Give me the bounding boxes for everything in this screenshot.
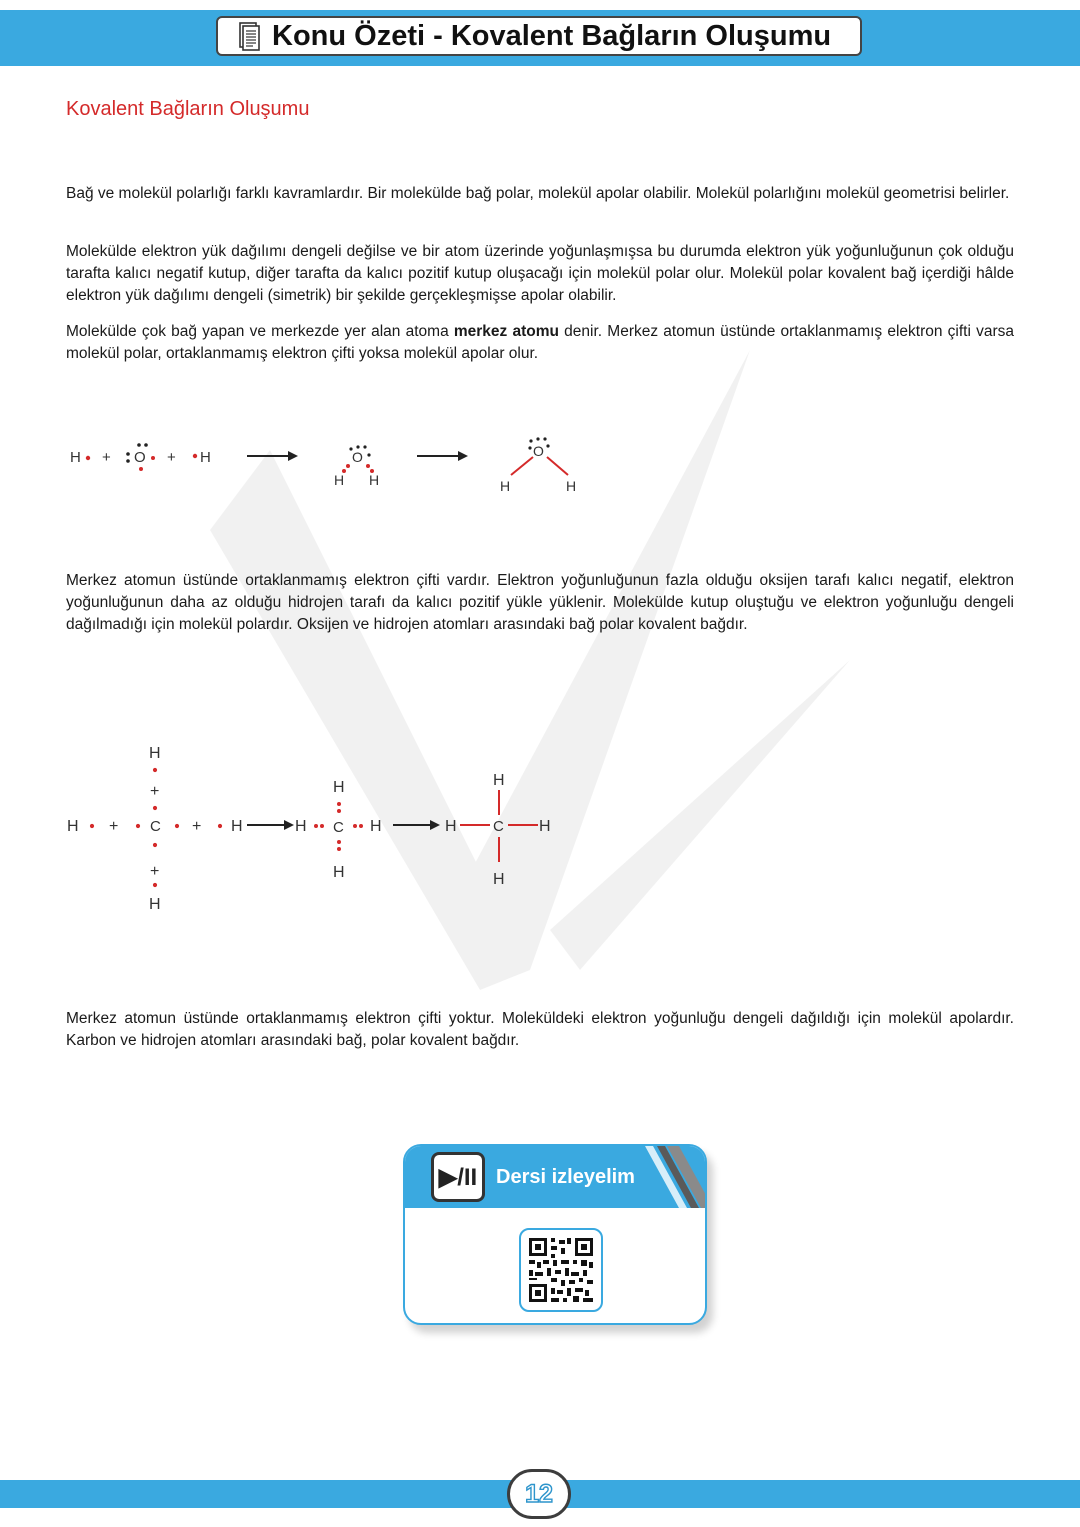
methane-h-structure-top: H [493,772,505,789]
electron-dot [320,824,324,828]
methane-c-lewis: C [333,819,344,836]
methane-h-structure-left: H [445,818,457,835]
electron-dot [337,840,341,844]
paragraph-methane-explanation: Merkez atomun üstünde ortaklanmamış elektron çifti yoktur. Moleküldeki elektron yoğunluğu dengeli dağıldığı için molekül apolardır. Karbon ve hidrojen atomları arasındaki bağ, polar kovalent bağdır. [66,1010,1014,1049]
reaction-arrow-1 [247,451,298,461]
plus-sign: + [167,449,176,466]
electron-dot [175,824,179,828]
electron-dot [546,444,549,447]
methane-c-structure: C [493,818,504,835]
section-heading: Kovalent Bağların Oluşumu [66,98,310,120]
play-pause-icon[interactable]: ▶/II [431,1152,485,1202]
electron-dot [337,809,341,813]
plus-sign: + [192,818,202,835]
electron-dot [90,824,94,828]
water-formation-diagram [0,425,640,505]
electron-dot [218,824,222,828]
methane-h-lewis-bottom: H [333,864,345,881]
electron-dot [151,456,155,460]
electron-dot [137,443,141,447]
methane-h-structure-right: H [539,818,551,835]
water-h-structure-right: H [566,478,577,494]
paragraph-polarity-intro: Bağ ve molekül polarlığı farklı kavramlardır. Bir molekülde bağ polar, molekül apolar olabilir. Molekül polarlığını molekül geometrisi belirler. [66,185,1010,202]
water-h-left: H [70,449,81,466]
methane-h-lewis-right: H [370,818,382,835]
electron-dot [536,437,539,440]
electron-dot [366,464,370,468]
electron-dot [193,454,197,458]
electron-dot [153,843,157,847]
plus-sign: + [102,449,111,466]
electron-dot [337,847,341,851]
qr-code-icon [521,1230,601,1310]
methane-h-left: H [67,818,79,835]
electron-dot [367,453,370,456]
electron-dot [153,883,157,887]
reaction-arrow-4 [393,820,440,830]
methane-h-top: H [149,745,161,762]
electron-dot [528,446,531,449]
electron-dot [144,443,148,447]
electron-dot [86,456,90,460]
page-title: Konu Özeti - Kovalent Bağların Oluşumu [272,19,832,52]
methane-h-bottom: H [149,896,161,913]
video-card-label[interactable]: Dersi izleyelim [496,1166,635,1188]
methane-h-lewis-left: H [295,818,307,835]
page-number: 12 [525,1479,553,1508]
paragraph-charge-distribution: Molekülde elektron yük dağılımı dengeli değilse ve bir atom üzerinde yoğunlaşmışsa bu durumda elektron yük yoğunluğunun çok olduğu tarafta kalıcı negatif kutup, diğer tarafta da kalıcı pozitif kutup oluşacağı için molekül polar olur. Molekül polar kovalent bağ içerdiği hâlde elektron yük dağılımı dengeli (simetrik) bir şekilde gerçekleşmişse apolar olabilir. [66,243,1014,304]
paragraph-water-explanation: Merkez atomun üstünde ortaklanmamış elektron çifti vardır. Elektron yoğunluğunun fazla olduğu oksijen tarafı kalıcı negatif, elektron yoğunluğunun daha az olduğu hidrojen tarafı da kalıcı pozitif yükle yüklenir. Molekülde kutup oluştuğu ve elektron yoğunluğu dengeli dağılmadığı için molekül polardır. Oksijen ve hidrojen atomları arasındaki bağ polar kovalent bağdır. [66,572,1014,633]
plus-sign: + [150,863,160,880]
o-h-bond-right [547,457,568,475]
qr-code[interactable] [519,1228,603,1312]
electron-dot [136,824,140,828]
page-number-badge [507,1469,571,1519]
water-h-lewis-left: H [334,472,345,488]
reaction-arrow-2 [417,451,468,461]
methane-c-reactant: C [150,818,161,835]
electron-dot [363,445,366,448]
methane-formation-diagram [0,735,640,920]
electron-dot [543,437,546,440]
o-h-bond-left [511,457,533,475]
title-box [216,16,862,56]
methane-h-structure-bottom: H [493,871,505,888]
electron-dot [126,459,130,463]
reaction-arrow-3 [247,820,294,830]
water-o-reactant: O [134,449,146,466]
paragraph-central-atom: Molekülde çok bağ yapan ve merkezde yer alan atoma merkez atomu denir. Merkez atomun üstünde ortaklanmamış elektron çifti varsa molekül polar, ortaklanmamış elektron çifti yoksa molekül apolar olur. [66,323,1015,362]
electron-dot [353,824,357,828]
electron-dot [139,467,143,471]
plus-sign: + [109,818,119,835]
electron-dot [359,824,363,828]
document-icon [238,21,260,51]
electron-dot [153,806,157,810]
methane-h-lewis-top: H [333,779,345,796]
water-h-right: H [200,449,211,466]
video-lesson-card[interactable] [403,1144,707,1325]
water-o-structure: O [533,443,544,459]
electron-dot [153,768,157,772]
electron-dot [314,824,318,828]
term-central-atom: merkez atomu [453,323,559,340]
electron-dot [346,464,350,468]
electron-dot [126,452,130,456]
water-o-lewis: O [352,449,363,465]
methane-h-right: H [231,818,243,835]
plus-sign: + [150,783,160,800]
water-h-structure-left: H [500,478,511,494]
water-h-lewis-right: H [369,472,380,488]
electron-dot [337,802,341,806]
decorative-stripes [625,1146,705,1208]
